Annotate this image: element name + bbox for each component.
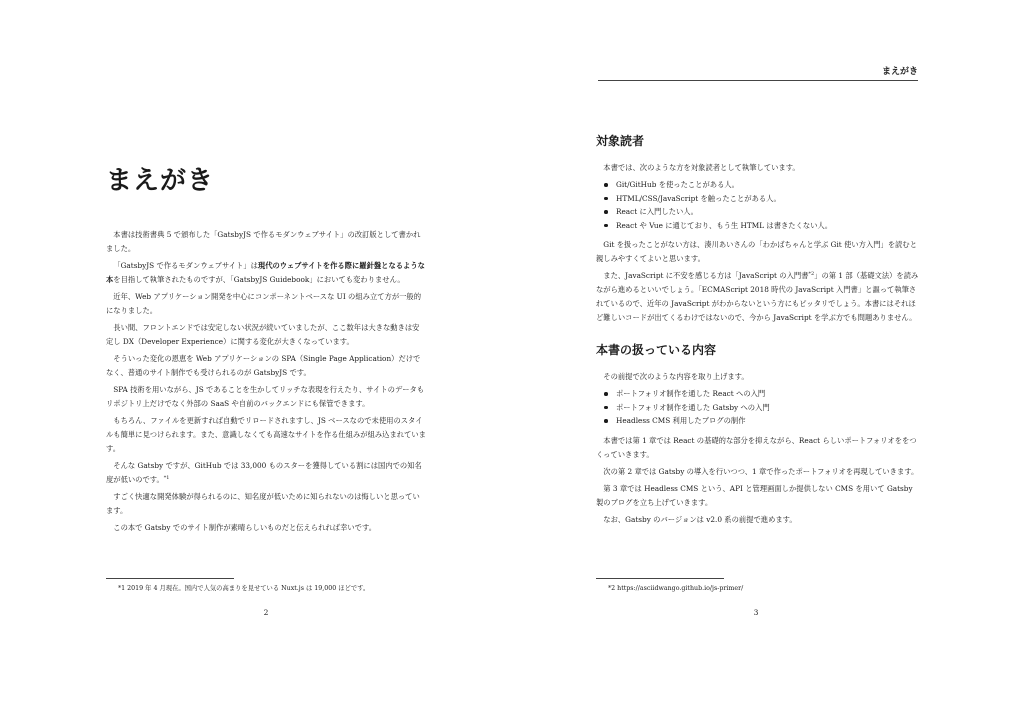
- list-item: ポートフォリオ制作を通した React への入門: [616, 387, 920, 401]
- list-item: Git/GitHub を使ったことがある人。: [616, 178, 920, 192]
- footnote-marker[interactable]: *2: [808, 271, 815, 277]
- paragraph-text: そんな Gatsby ですが、GitHub では 33,000 ものスターを獲得している割には国内での知名度が低いのです。: [106, 461, 422, 484]
- running-head-rule: [598, 80, 918, 81]
- left-body-text: [106, 228, 426, 538]
- paragraph: なお、Gatsby のバージョンは v2.0 系の前提で進めます。: [603, 514, 797, 524]
- paragraph: [596, 269, 920, 325]
- paragraph-text: 「GatsbyJS で作るモダンウェブサイト」は: [113, 261, 258, 270]
- page-number: 3: [753, 608, 759, 617]
- footnote-link[interactable]: *2 https://asciidwango.github.io/js-primer/: [608, 585, 744, 592]
- paragraph: 第 3 章では Headless CMS という、API と管理画面しか提供しない CMS を用いて Gatsby 製のブログを立ち上げていきます。: [596, 483, 913, 507]
- paragraph-text: 」の第 1 部（基礎文法）を読みながら進めるといいでしょう。「ECMAScript 2018 時代の JavaScript 入門書」と謳って執筆されているので、近年の JavaScript がわからないという方にもピッタリでしょう。本書にはそれほど難しいコードが出てくるわけではないので、今から JavaScript を学ぶ方でも問題ありません。: [596, 271, 919, 322]
- paragraph: 本書は技術書典 5 で頒布した「GatsbyJS で作るモダンウェブサイト」の改訂版として書かれました。: [106, 230, 421, 253]
- chapter-title: まえがき: [106, 166, 215, 196]
- target-readers-list: [596, 178, 920, 232]
- list-item: React や Vue に通じており、もう生 HTML は書きたくない人。: [616, 219, 920, 233]
- paragraph: [106, 259, 426, 287]
- page-number: 2: [263, 608, 269, 617]
- paragraph-text: を目指して執筆されたものですが、「GatsbyJS Guidebook」においても変わりません。: [113, 275, 405, 284]
- paragraph: [106, 459, 426, 487]
- footnote: [106, 578, 426, 593]
- footnote-divider: [106, 578, 234, 579]
- paragraph: SPA 技術を用いながら、JS であることを生かしてリッチな表現を行えたり、サイトのデータもリポジトリ上だけでなく外部の SaaS や自前のバックエンドにも保管できます。: [106, 385, 425, 408]
- list-item: HTML/CSS/JavaScript を触ったことがある人。: [616, 192, 920, 206]
- footnote: [596, 578, 916, 593]
- section-heading-contents: 本書の扱っている内容: [596, 343, 717, 357]
- paragraph: 本書では、次のような方を対象読者として執筆しています。: [603, 163, 800, 172]
- running-head: [598, 64, 918, 81]
- paragraph: そういった変化の恩恵を Web アプリケーションの SPA（Single Page Application）だけでなく、普通のサイト制作でも受けられるのが GatsbyJS です。: [106, 354, 421, 377]
- paragraph: この本で Gatsby でのサイト制作が素晴らしいものだと伝えられれば幸いです。: [113, 523, 376, 532]
- paragraph: その前提で次のような内容を取り上げます。: [603, 372, 749, 381]
- section-heading-target-readers: 対象読者: [596, 134, 645, 148]
- list-item: Headless CMS 利用したブログの制作: [616, 414, 920, 428]
- paragraph: すごく快適な開発体験が得られるのに、知名度が低いために知られないのは悔しいと思っています。: [106, 492, 420, 515]
- footnote-marker[interactable]: *1: [163, 475, 170, 481]
- emphasis-text: 現代のウェブサイトを作る際に羅針盤となるような本: [106, 261, 425, 284]
- paragraph: 本書では第 1 章では React の基礎的な部分を抑えながら、React らしいポートフォリオををつくっていきます。: [596, 435, 917, 459]
- paragraph: もちろん、ファイルを更新すれば自動でリロードされますし、JS ベースなので未使用のスタイルも簡単に見つけられます。また、意識しなくても高速なサイトを作る仕組みが組み込まれています。: [106, 416, 426, 453]
- footnote-divider: [596, 578, 724, 579]
- right-page: [512, 0, 1024, 724]
- paragraph: Git を扱ったことがない方は、湊川あいさんの「わかばちゃんと学ぶ Git 使い方入門」を読むと親しみやすくてよいと思います。: [596, 240, 918, 263]
- right-body-text: [596, 132, 920, 530]
- footnote-text: *1 2019 年 4 月現在。国内で人気の高まりを見せている Nuxt.js は 19,000 ほどです。: [118, 585, 370, 592]
- paragraph: 近年、Web アプリケーション開発を中心にコンポーネントベースな UI の組み立て方が一般的になりました。: [106, 292, 421, 315]
- list-item: React に入門したい人。: [616, 205, 920, 219]
- list-item: ポートフォリオ制作を通した Gatsby への入門: [616, 401, 920, 415]
- running-head-title: まえがき: [881, 67, 918, 77]
- paragraph: 長い間、フロントエンドでは安定しない状況が続いていましたが、ここ数年は大きな動きは安定し DX（Developer Experience）に関する変化が大きくなっています。: [106, 323, 420, 346]
- paragraph: 次の第 2 章では Gatsby の導入を行いつつ、1 章で作ったポートフォリオを再現していきます。: [603, 466, 919, 476]
- paragraph-text: また、JavaScript に不安を感じる方は「JavaScript の入門書: [603, 271, 809, 280]
- contents-list: [596, 387, 920, 428]
